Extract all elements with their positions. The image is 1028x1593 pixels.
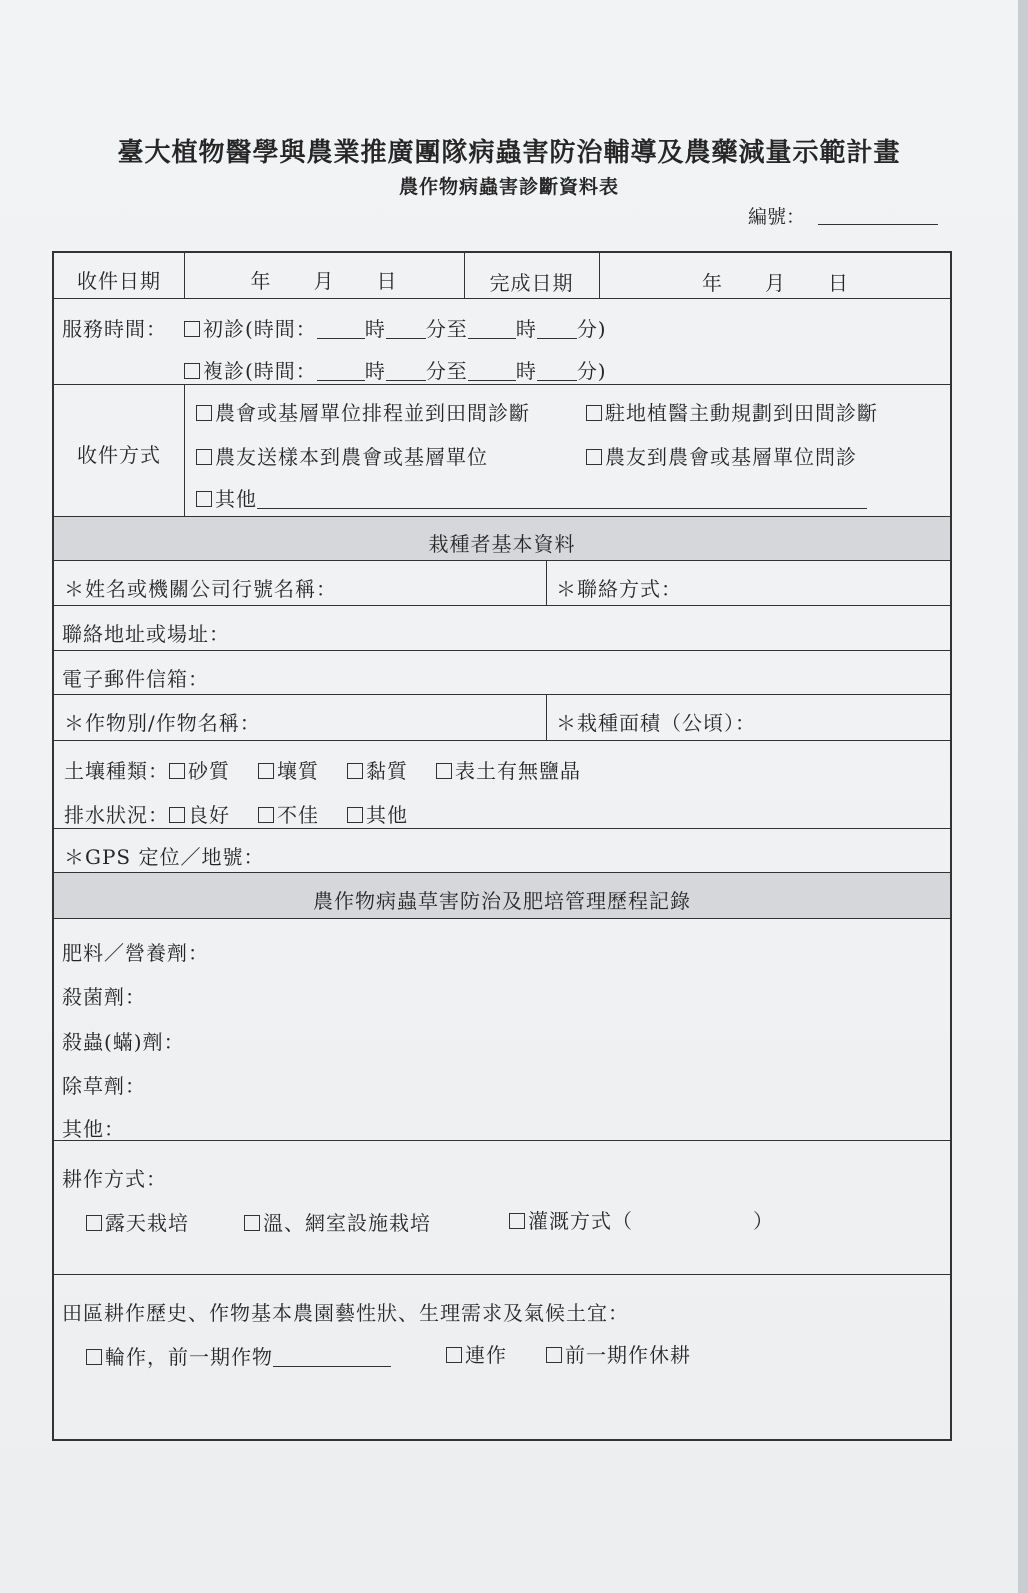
option-label: 砂質 (188, 759, 230, 783)
checkbox[interactable] (586, 405, 602, 421)
follow-up-line (184, 355, 607, 384)
soil-salt-checkbox[interactable] (436, 763, 452, 779)
field-history-row (54, 1275, 950, 1439)
option-label: 灌溉方式（ (528, 1209, 633, 1233)
option-label: 連作 (465, 1343, 507, 1367)
crop-area-row (54, 695, 950, 741)
serial-label: 編號： (748, 206, 806, 228)
area-field[interactable]: ＊栽種面積（公頃）： (556, 711, 756, 735)
drainage-line (64, 799, 408, 828)
cultivation-row (54, 1141, 950, 1275)
email-field[interactable]: 電子郵件信箱： (62, 667, 209, 691)
email-row (54, 651, 950, 695)
receipt-option-3[interactable] (196, 441, 488, 470)
received-date-label: 收件日期 (77, 269, 161, 293)
receipt-method-label: 收件方式 (77, 443, 161, 467)
hour-unit: 時 (515, 317, 537, 341)
option-label: 溫、網室設施栽培 (263, 1211, 431, 1235)
follow-up-label: 複診(時間： (203, 359, 317, 383)
follow-up-checkbox[interactable] (184, 363, 200, 379)
hour-unit: 時 (515, 359, 537, 383)
name-field[interactable]: ＊姓名或機關公司行號名稱： (64, 577, 337, 601)
drainage-other-checkbox[interactable] (347, 807, 363, 823)
first-visit-label: 初診(時間： (203, 317, 317, 341)
first-end-minute[interactable] (537, 338, 577, 339)
minute-end-unit: 分) (576, 359, 607, 383)
field-history-label: 田區耕作歷史、作物基本農園藝性狀、生理需求及氣候土宜： (62, 1301, 629, 1325)
option-label: 黏質 (366, 759, 408, 783)
contact-field[interactable]: ＊聯絡方式： (556, 577, 682, 601)
receipt-method-row (54, 385, 950, 517)
cultivation-label: 耕作方式： (62, 1167, 167, 1191)
soil-drainage-row (54, 741, 950, 829)
drainage-poor-checkbox[interactable] (258, 807, 274, 823)
irrigation-option[interactable] (509, 1205, 774, 1234)
first-end-hour[interactable] (468, 338, 516, 339)
receipt-option-1[interactable] (196, 397, 530, 426)
first-start-hour[interactable] (317, 338, 365, 339)
serial-field[interactable] (818, 224, 938, 225)
option-label: 駐地植醫主動規劃到田間診斷 (605, 401, 878, 425)
option-label: 農會或基層單位排程並到田間診斷 (215, 401, 530, 425)
greenhouse-option[interactable] (244, 1207, 431, 1236)
continuous-option[interactable] (446, 1339, 507, 1368)
drainage-good-checkbox[interactable] (169, 807, 185, 823)
checkbox[interactable] (546, 1347, 562, 1363)
soil-clay-checkbox[interactable] (347, 763, 363, 779)
soil-sandy-checkbox[interactable] (169, 763, 185, 779)
grower-section-title: 栽種者基本資料 (428, 532, 576, 556)
minute-to-unit: 分至 (425, 359, 468, 383)
open-field-option[interactable] (86, 1207, 189, 1236)
diagnosis-form (52, 251, 952, 1441)
service-time-label: 服務時間： (62, 317, 167, 341)
receipt-other-field[interactable] (257, 508, 867, 509)
follow-start-minute[interactable] (386, 380, 426, 381)
checkbox[interactable] (586, 449, 602, 465)
soil-loam-checkbox[interactable] (258, 763, 274, 779)
receipt-option-other[interactable] (196, 483, 867, 512)
herbicide-field[interactable]: 除草劑： (62, 1074, 146, 1098)
soil-type-label: 土壤種類： (64, 759, 169, 783)
address-field[interactable]: 聯絡地址或場址： (62, 622, 230, 646)
history-records-row (54, 919, 950, 1141)
option-label: 前一期作休耕 (565, 1343, 691, 1367)
insecticide-field[interactable]: 殺蟲(蟎)劑： (62, 1030, 185, 1054)
checkbox[interactable] (446, 1347, 462, 1363)
option-label: 農友到農會或基層單位問診 (605, 445, 857, 469)
previous-crop-field[interactable] (273, 1366, 391, 1367)
receipt-option-4[interactable] (586, 441, 857, 470)
grower-section-header (54, 517, 950, 561)
option-label: 表土有無鹽晶 (455, 759, 581, 783)
history-section-title: 農作物病蟲草害防治及肥培管理歷程記錄 (313, 889, 691, 913)
follow-end-hour[interactable] (468, 380, 516, 381)
checkbox[interactable] (196, 491, 212, 507)
history-other-field[interactable]: 其他： (62, 1117, 125, 1141)
checkbox[interactable] (509, 1213, 525, 1229)
follow-end-minute[interactable] (537, 380, 577, 381)
first-visit-line (184, 313, 607, 342)
form-title: 臺大植物醫學與農業推廣團隊病蟲害防治輔導及農藥減量示範計畫 (117, 138, 901, 168)
option-label: 農友送樣本到農會或基層單位 (215, 445, 488, 469)
minute-to-unit: 分至 (425, 317, 468, 341)
dates-row (54, 253, 950, 299)
option-label: 其他 (366, 803, 408, 827)
option-label: 壤質 (277, 759, 319, 783)
option-label: 不佳 (277, 803, 319, 827)
follow-start-hour[interactable] (317, 380, 365, 381)
checkbox[interactable] (86, 1349, 102, 1365)
receipt-option-2[interactable] (586, 397, 878, 426)
crop-field[interactable]: ＊作物別/作物名稱： (64, 711, 261, 735)
rotation-option[interactable] (86, 1341, 391, 1370)
soil-type-line (64, 755, 581, 784)
checkbox[interactable] (244, 1215, 260, 1231)
form-subtitle: 農作物病蟲害診斷資料表 (398, 176, 619, 198)
first-visit-checkbox[interactable] (184, 321, 200, 337)
option-label: 露天栽培 (105, 1211, 189, 1235)
option-label: 良好 (188, 803, 230, 827)
gps-field[interactable]: ＊GPS 定位／地號： (64, 845, 265, 869)
option-label: 其他 (215, 487, 257, 511)
name-contact-row (54, 561, 950, 606)
paren-close: ） (753, 1209, 774, 1233)
fungicide-field[interactable]: 殺菌劑： (62, 985, 146, 1009)
first-start-minute[interactable] (386, 338, 426, 339)
fertilizer-field[interactable]: 肥料／營養劑： (62, 941, 209, 965)
address-row (54, 606, 950, 651)
minute-end-unit: 分) (576, 317, 607, 341)
checkbox[interactable] (196, 405, 212, 421)
checkbox[interactable] (86, 1215, 102, 1231)
drainage-label: 排水狀況： (64, 803, 169, 827)
history-section-header (54, 873, 950, 919)
option-label: 輪作，前一期作物 (105, 1345, 273, 1369)
gps-row (54, 829, 950, 873)
sheet-edge (1018, 0, 1028, 1593)
completed-date-field[interactable]: 年 月 日 (702, 271, 849, 295)
checkbox[interactable] (196, 449, 212, 465)
service-time-row (54, 299, 950, 385)
received-date-field[interactable]: 年 月 日 (250, 269, 398, 293)
hour-unit: 時 (364, 359, 386, 383)
hour-unit: 時 (364, 317, 386, 341)
completed-date-label: 完成日期 (489, 271, 574, 295)
fallow-option[interactable] (546, 1339, 691, 1368)
